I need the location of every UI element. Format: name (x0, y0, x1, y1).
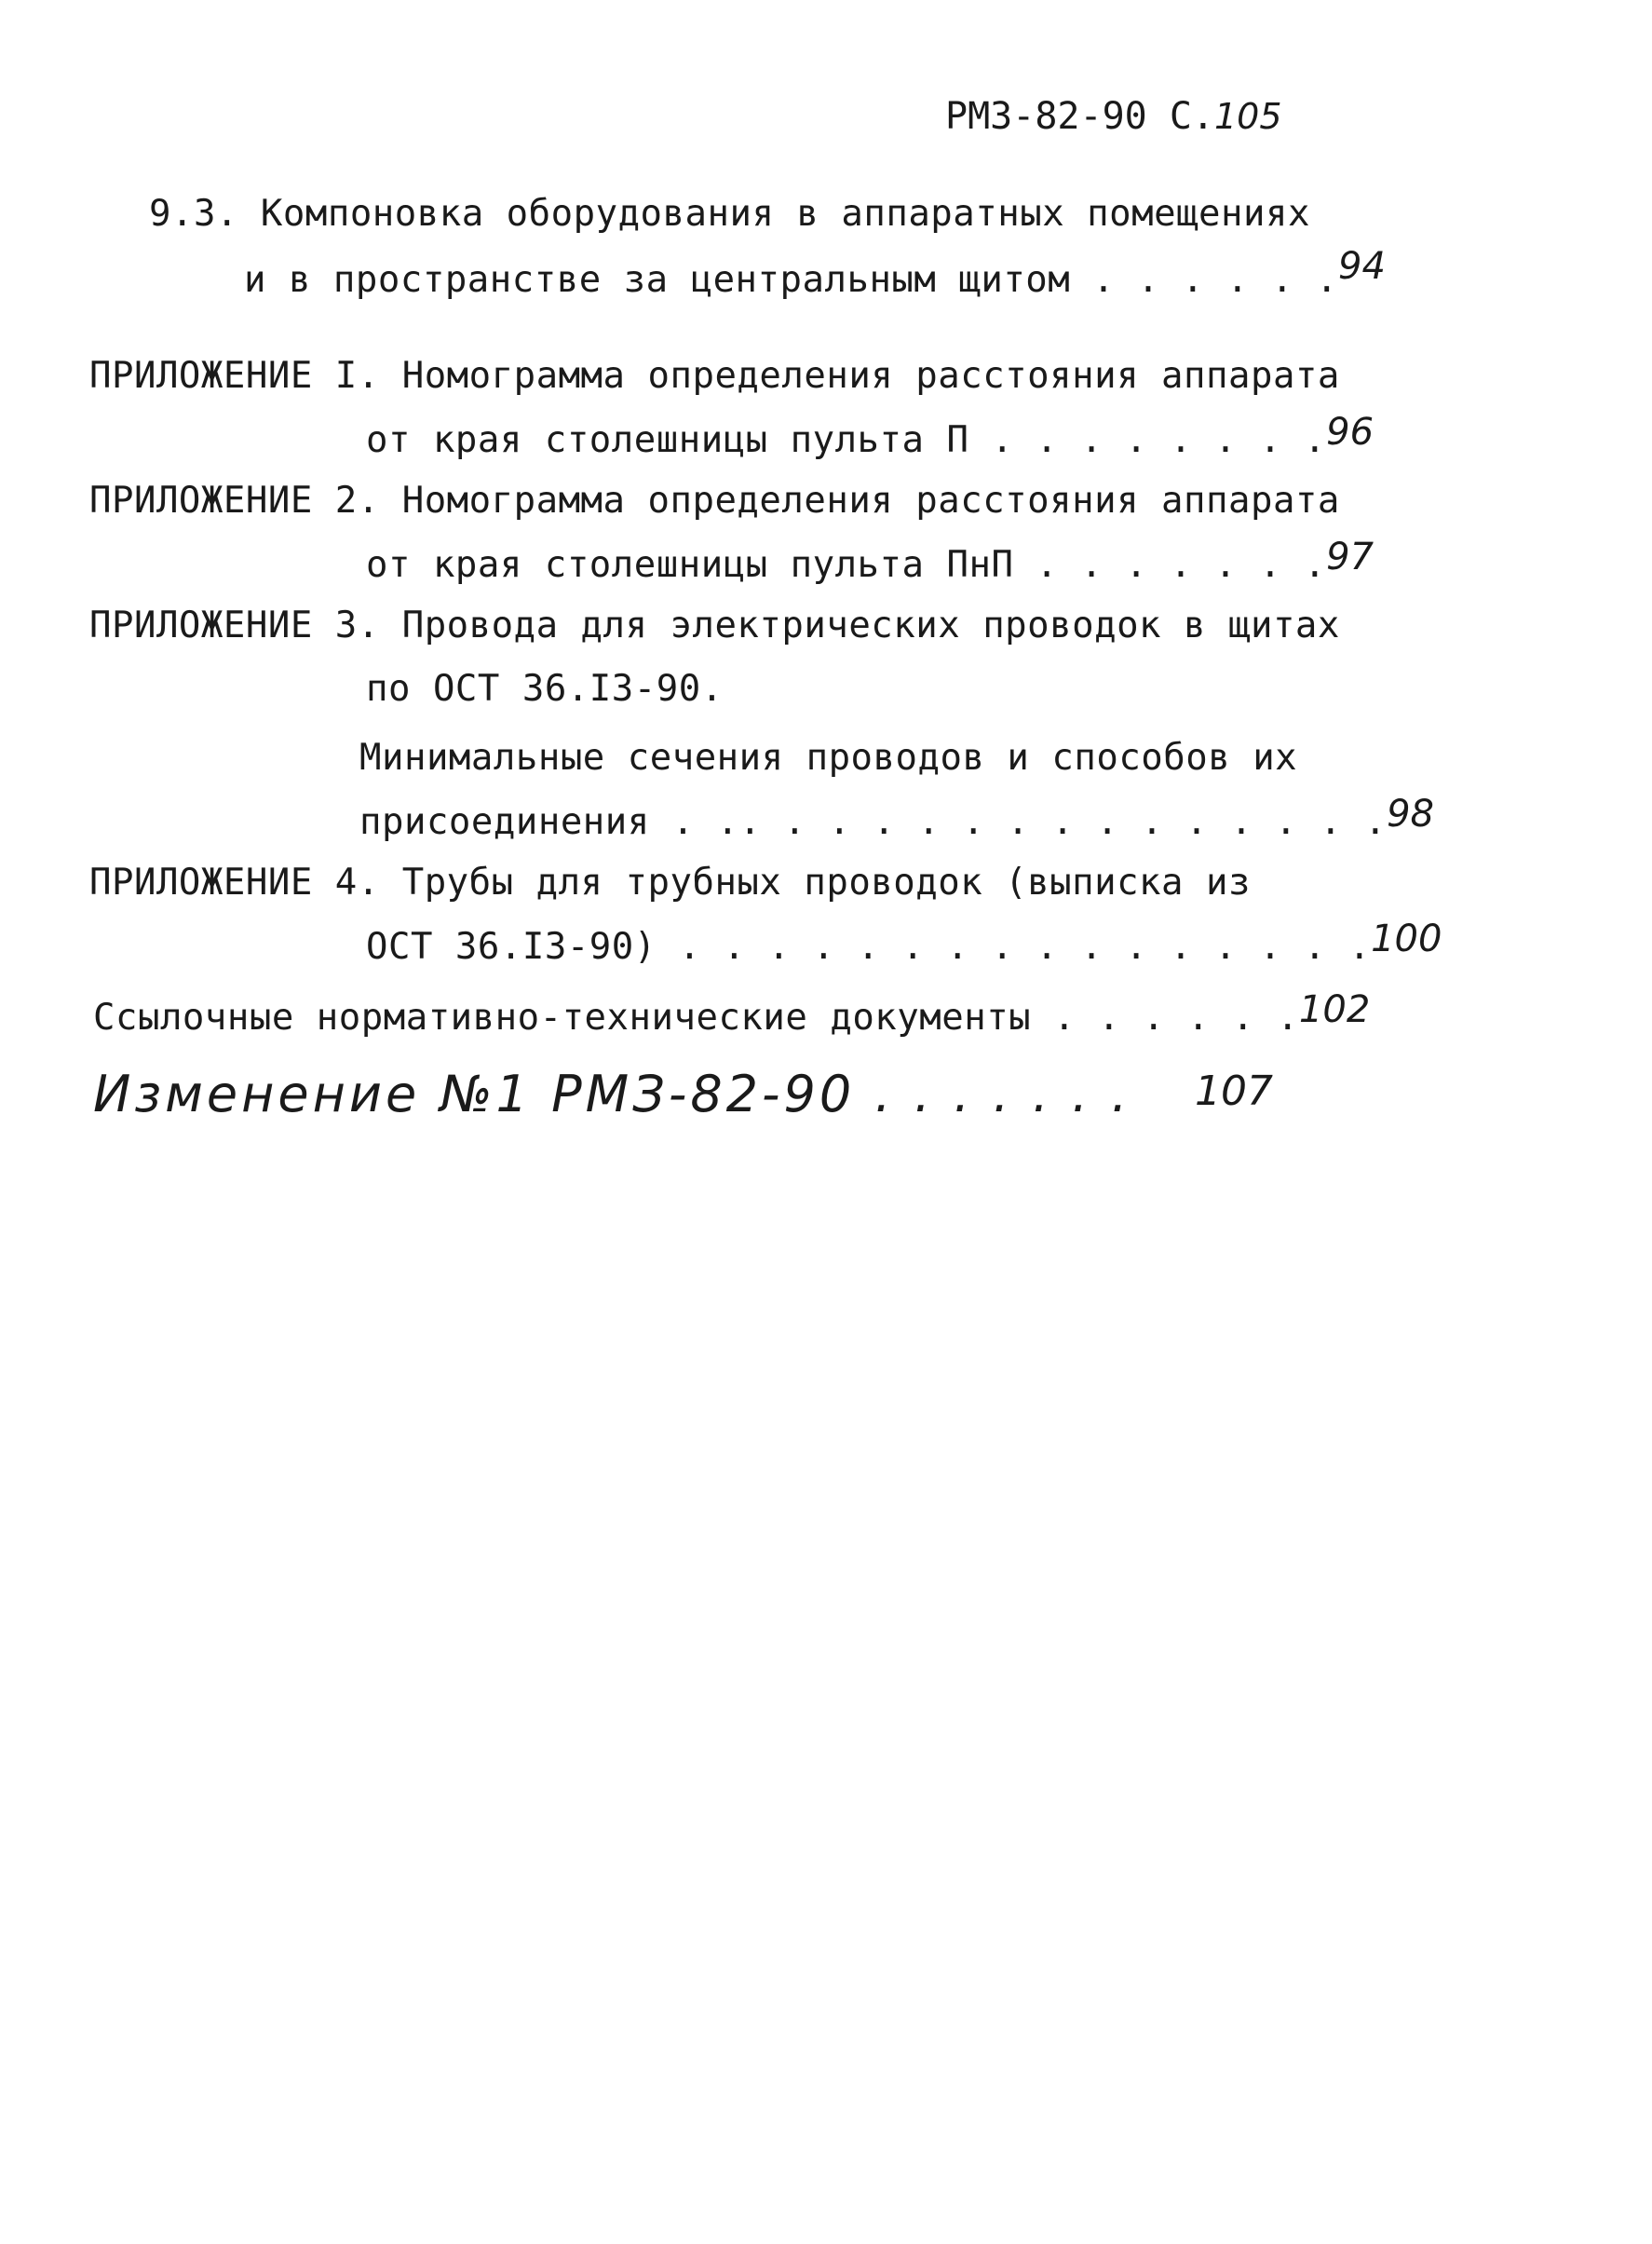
page-header (945, 95, 1282, 138)
toc-entry-references: Ссылочные нормативно-технические документы . . . . . .102 (93, 988, 1371, 1039)
toc-entry-app3-line4: присоединения . .. . . . . . . . . . . . . . .98 (359, 793, 1434, 843)
toc-entry-app3-line3: Минимальные сечения проводов и способов их (359, 737, 1298, 779)
toc-entry-app3-line2: по ОСТ 36.I3-90. (366, 668, 724, 710)
toc-entry-app2-line2: от края столешницы пульта ПнП . . . . . . .97 (366, 536, 1374, 586)
amendment-handwritten: Изменение №1 РМЗ-82-90 . . . . . . . (93, 1065, 1131, 1123)
toc-entry-app1-line1: ПРИЛОЖЕНИЕ I. Номограмма определения расстояния аппарата (89, 355, 1340, 397)
toc-entry-app3-line1: ПРИЛОЖЕНИЕ 3. Провода для электрических проводок в щитах (89, 605, 1340, 646)
toc-entry-app1-line2: от края столешницы пульта П . . . . . . . .96 (366, 411, 1374, 461)
toc-entry-app4-line2: ОСТ 36.I3-90) . . . . . . . . . . . . . . . .100 (366, 918, 1442, 968)
page-number: 105 (1213, 96, 1282, 137)
toc-entry-9-3-line1: 9.3. Компоновка оборудования в аппаратных помещениях (149, 193, 1310, 235)
toc-page-number: 98 (1387, 793, 1434, 836)
toc-entry-9-3-line2: и в пространстве за центральным щитом . . . . . .94 (244, 245, 1386, 301)
toc-entry-app2-line1: ПРИЛОЖЕНИЕ 2. Номограмма определения расстояния аппарата (89, 480, 1340, 522)
toc-page-number: 97 (1326, 536, 1374, 578)
toc-page-number: 94 (1338, 245, 1386, 288)
doc-code: РМЗ-82-90 С. (945, 95, 1214, 138)
amendment-page-number: 107 (1195, 1068, 1273, 1115)
toc-page-number: 96 (1326, 411, 1374, 454)
toc-page-number: 102 (1298, 988, 1371, 1031)
toc-page-number: 100 (1371, 918, 1442, 960)
toc-entry-app4-line1: ПРИЛОЖЕНИЕ 4. Трубы для трубных проводок (выписка из (89, 862, 1251, 904)
